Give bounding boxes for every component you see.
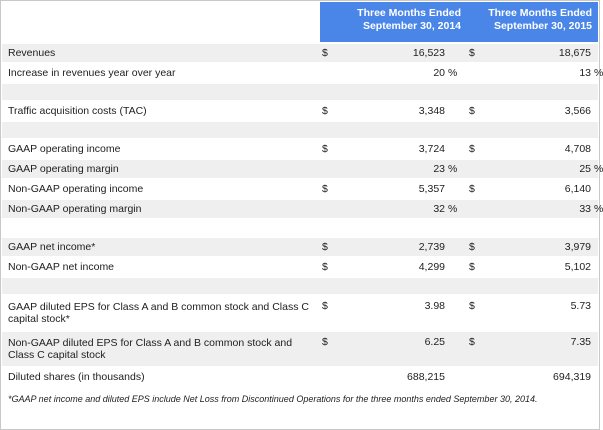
- row-gaap-operating-income: [2, 140, 598, 160]
- unit-2015: [594, 368, 598, 388]
- value-2014: 688,215: [372, 368, 448, 388]
- row-label: GAAP operating margin: [2, 160, 320, 180]
- value-2014: 16,523: [372, 44, 448, 64]
- unit-2014: [448, 102, 467, 122]
- currency-symbol: $: [320, 140, 372, 160]
- unit-2015: [594, 332, 598, 368]
- spacer-row: [2, 84, 598, 102]
- currency-symbol: $: [320, 332, 372, 368]
- currency-symbol: $: [467, 332, 519, 368]
- unit-2014: [448, 258, 467, 278]
- unit-2014: %: [448, 200, 467, 220]
- unit-2015: [594, 140, 598, 160]
- value-2015: 25: [519, 160, 594, 180]
- row-label: Traffic acquisition costs (TAC): [2, 102, 320, 122]
- column-header-2015-line1: Three Months Ended: [488, 7, 593, 19]
- table-header-row: [2, 2, 598, 44]
- currency-symbol: $: [467, 296, 519, 332]
- row-revenue-growth: [2, 64, 598, 84]
- row-label: Diluted shares (in thousands): [2, 368, 320, 388]
- currency-symbol: [467, 368, 519, 388]
- value-2015: 18,675: [519, 44, 594, 64]
- row-revenues: [2, 44, 598, 64]
- currency-symbol: $: [320, 296, 372, 332]
- currency-symbol: $: [320, 102, 372, 122]
- unit-2015: [594, 238, 598, 258]
- currency-symbol: [320, 200, 372, 220]
- row-nongaap-diluted-eps: [2, 332, 598, 368]
- financial-summary-table: [2, 2, 603, 409]
- value-2015: 5.73: [519, 296, 594, 332]
- unit-2014: [448, 296, 467, 332]
- spacer-row: [2, 278, 598, 296]
- value-2014: 32: [372, 200, 448, 220]
- column-header-2014-line2: September 30, 2014: [362, 20, 462, 32]
- currency-symbol: $: [467, 102, 519, 122]
- unit-2015: [594, 44, 598, 64]
- header-blank-cell: [2, 2, 320, 44]
- row-tac: [2, 102, 598, 122]
- currency-symbol: [467, 160, 519, 180]
- currency-symbol: [320, 160, 372, 180]
- value-2014: 5,357: [372, 180, 448, 200]
- row-label: GAAP diluted EPS for Class A and B common stock and Class C capital stock*: [2, 296, 320, 332]
- unit-2015: %: [594, 64, 598, 84]
- value-2015: 33: [519, 200, 594, 220]
- currency-symbol: $: [320, 238, 372, 258]
- footnote-row: [2, 388, 598, 409]
- value-2014: 2,739: [372, 238, 448, 258]
- value-2014: 3,724: [372, 140, 448, 160]
- spacer-row: [2, 122, 598, 140]
- currency-symbol: $: [467, 140, 519, 160]
- unit-2015: %: [594, 160, 598, 180]
- column-header-2015: [467, 2, 598, 44]
- row-label: Non-GAAP diluted EPS for Class A and B common stock and Class C capital stock: [2, 332, 320, 368]
- unit-2015: [594, 180, 598, 200]
- row-label: Revenues: [2, 44, 320, 64]
- unit-2015: [594, 258, 598, 278]
- spacer-row: [2, 220, 598, 238]
- value-2015: 6,140: [519, 180, 594, 200]
- currency-symbol: $: [467, 180, 519, 200]
- unit-2015: [594, 296, 598, 332]
- currency-symbol: [320, 368, 372, 388]
- currency-symbol: $: [467, 238, 519, 258]
- currency-symbol: [467, 64, 519, 84]
- row-label: GAAP net income*: [2, 238, 320, 258]
- currency-symbol: $: [320, 44, 372, 64]
- value-2014: 23: [372, 160, 448, 180]
- value-2015: 4,708: [519, 140, 594, 160]
- value-2014: 20: [372, 64, 448, 84]
- value-2014: 6.25: [372, 332, 448, 368]
- currency-symbol: $: [467, 258, 519, 278]
- unit-2014: [448, 44, 467, 64]
- row-label: Non-GAAP operating margin: [2, 200, 320, 220]
- row-label: Increase in revenues year over year: [2, 64, 320, 84]
- row-nongaap-operating-income: [2, 180, 598, 200]
- value-2015: 5,102: [519, 258, 594, 278]
- footnote: *GAAP net income and diluted EPS include Net Loss from Discontinued Operations for the three months ended September 30, 2014.: [2, 388, 598, 409]
- currency-symbol: $: [320, 258, 372, 278]
- value-2015: 694,319: [519, 368, 594, 388]
- row-label: Non-GAAP operating income: [2, 180, 320, 200]
- unit-2014: [448, 180, 467, 200]
- value-2014: 3,348: [372, 102, 448, 122]
- value-2014: 4,299: [372, 258, 448, 278]
- value-2015: 3,979: [519, 238, 594, 258]
- row-label: GAAP operating income: [2, 140, 320, 160]
- column-header-2014-line1: Three Months Ended: [357, 7, 462, 19]
- currency-symbol: $: [320, 180, 372, 200]
- unit-2014: %: [448, 64, 467, 84]
- row-label: Non-GAAP net income: [2, 258, 320, 278]
- value-2015: 3,566: [519, 102, 594, 122]
- unit-2015: %: [594, 200, 598, 220]
- row-nongaap-operating-margin: [2, 200, 598, 220]
- value-2015: 7.35: [519, 332, 594, 368]
- currency-symbol: $: [467, 44, 519, 64]
- value-2014: 3.98: [372, 296, 448, 332]
- row-gaap-operating-margin: [2, 160, 598, 180]
- row-nongaap-net-income: [2, 258, 598, 278]
- column-header-2014: [320, 2, 467, 44]
- unit-2014: %: [448, 160, 467, 180]
- unit-2014: [448, 332, 467, 368]
- currency-symbol: [320, 64, 372, 84]
- row-diluted-shares: [2, 368, 598, 388]
- currency-symbol: [467, 200, 519, 220]
- value-2015: 13: [519, 64, 594, 84]
- unit-2015: [594, 102, 598, 122]
- unit-2014: [448, 368, 467, 388]
- unit-2014: [448, 238, 467, 258]
- unit-2014: [448, 140, 467, 160]
- row-gaap-diluted-eps: [2, 296, 598, 332]
- column-header-2015-line2: September 30, 2015: [493, 20, 593, 32]
- row-gaap-net-income: [2, 238, 598, 258]
